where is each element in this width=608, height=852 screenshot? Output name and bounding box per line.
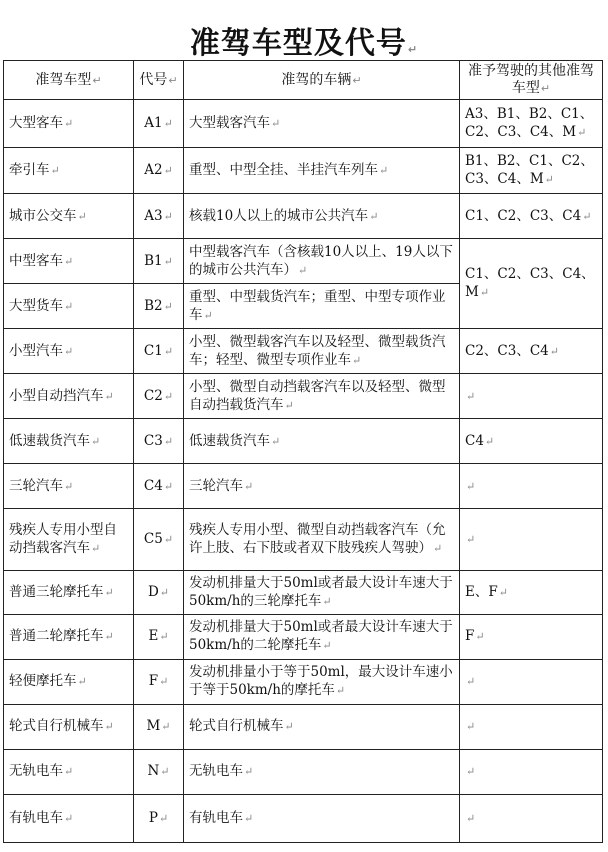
type-cell: 牵引车↵ bbox=[4, 148, 134, 194]
code-cell: N↵ bbox=[134, 749, 184, 794]
type-cell: 普通二轮摩托车↵ bbox=[4, 614, 134, 659]
type-cell: 低速载货汽车↵ bbox=[4, 419, 134, 464]
type-cell: 无轨电车↵ bbox=[4, 749, 134, 794]
permitted-cell: C4↵ bbox=[460, 419, 603, 464]
header-code: 代号↵ bbox=[134, 61, 184, 100]
table-row bbox=[4, 148, 603, 194]
code-cell: A2↵ bbox=[134, 148, 184, 194]
vehicle-cell: 重型、中型载货汽车；重型、中型专项作业车↵ bbox=[184, 284, 460, 329]
table-row bbox=[4, 464, 603, 509]
permitted-cell: C1、C2、C3、C4↵ bbox=[460, 194, 603, 239]
type-cell: 轻便摩托车↵ bbox=[4, 659, 134, 704]
vehicle-cell: 发动机排量小于等于50ml，最大设计车速小于等于50km/h的摩托车↵ bbox=[184, 659, 460, 704]
vehicle-cell: 低速载货汽车↵ bbox=[184, 419, 460, 464]
table-header-row bbox=[4, 61, 603, 100]
type-cell: 有轨电车↵ bbox=[4, 794, 134, 842]
permitted-cell: ↵ bbox=[460, 464, 603, 509]
type-cell: 城市公交车↵ bbox=[4, 194, 134, 239]
type-cell: 大型客车↵ bbox=[4, 100, 134, 148]
type-cell: 小型自动挡汽车↵ bbox=[4, 374, 134, 419]
license-type-table bbox=[3, 60, 603, 843]
code-cell: C3↵ bbox=[134, 419, 184, 464]
vehicle-cell: 小型、微型载客汽车以及轻型、微型载货汽车；轻型、微型专项作业车↵ bbox=[184, 329, 460, 374]
permitted-cell: B1、B2、C1、C2、C3、C4、M↵ bbox=[460, 148, 603, 194]
permitted-cell: ↵ bbox=[460, 794, 603, 842]
code-cell: E↵ bbox=[134, 614, 184, 659]
type-cell: 小型汽车↵ bbox=[4, 329, 134, 374]
page-title bbox=[0, 18, 608, 62]
code-cell: P↵ bbox=[134, 794, 184, 842]
permitted-cell: F↵ bbox=[460, 614, 603, 659]
table-row bbox=[4, 374, 603, 419]
table-row bbox=[4, 194, 603, 239]
type-cell: 中型客车↵ bbox=[4, 239, 134, 284]
table-row bbox=[4, 100, 603, 148]
type-cell: 三轮汽车↵ bbox=[4, 464, 134, 509]
vehicle-cell: 有轨电车↵ bbox=[184, 794, 460, 842]
permitted-cell: C2、C3、C4↵ bbox=[460, 329, 603, 374]
type-cell: 轮式自行机械车↵ bbox=[4, 704, 134, 749]
header-permitted: 准予驾驶的其他准驾车型↵ bbox=[460, 61, 603, 100]
vehicle-cell: 三轮汽车↵ bbox=[184, 464, 460, 509]
type-cell: 大型货车↵ bbox=[4, 284, 134, 329]
table-row bbox=[4, 749, 603, 794]
code-cell: A3↵ bbox=[134, 194, 184, 239]
paragraph-mark-icon: ↵ bbox=[407, 43, 419, 56]
vehicle-cell: 轮式自行机械车↵ bbox=[184, 704, 460, 749]
vehicle-cell: 残疾人专用小型、微型自动挡载客汽车（允许上肢、右下肢或者双下肢残疾人驾驶）↵ bbox=[184, 509, 460, 570]
vehicle-cell: 发动机排量大于50ml或者最大设计车速大于50km/h的三轮摩托车↵ bbox=[184, 570, 460, 614]
code-cell: A1↵ bbox=[134, 100, 184, 148]
permitted-cell: C1、C2、C3、C4、M↵ bbox=[460, 239, 603, 329]
code-cell: C4↵ bbox=[134, 464, 184, 509]
vehicle-cell: 核载10人以上的城市公共汽车↵ bbox=[184, 194, 460, 239]
code-cell: B1↵ bbox=[134, 239, 184, 284]
code-cell: C1↵ bbox=[134, 329, 184, 374]
code-cell: F↵ bbox=[134, 659, 184, 704]
table-row bbox=[4, 509, 603, 570]
permitted-cell: ↵ bbox=[460, 659, 603, 704]
type-cell: 普通三轮摩托车↵ bbox=[4, 570, 134, 614]
vehicle-cell: 重型、中型全挂、半挂汽车列车↵ bbox=[184, 148, 460, 194]
table-row bbox=[4, 419, 603, 464]
permitted-cell: A3、B1、B2、C1、C2、C3、C4、M↵ bbox=[460, 100, 603, 148]
code-cell: M↵ bbox=[134, 704, 184, 749]
header-vehicle: 准驾的车辆↵ bbox=[184, 61, 460, 100]
header-type: 准驾车型↵ bbox=[4, 61, 134, 100]
code-cell: C5↵ bbox=[134, 509, 184, 570]
table-row bbox=[4, 614, 603, 659]
table-row bbox=[4, 704, 603, 749]
type-cell: 残疾人专用小型自动挡载客汽车↵ bbox=[4, 509, 134, 570]
permitted-cell: ↵ bbox=[460, 374, 603, 419]
code-cell: D↵ bbox=[134, 570, 184, 614]
vehicle-cell: 无轨电车↵ bbox=[184, 749, 460, 794]
table-row bbox=[4, 659, 603, 704]
vehicle-cell: 小型、微型自动挡载客汽车以及轻型、微型自动挡载货汽车↵ bbox=[184, 374, 460, 419]
code-cell: B2↵ bbox=[134, 284, 184, 329]
page-title-text: 准驾车型及代号 bbox=[189, 26, 407, 61]
permitted-cell: ↵ bbox=[460, 509, 603, 570]
permitted-cell: ↵ bbox=[460, 749, 603, 794]
code-cell: C2↵ bbox=[134, 374, 184, 419]
permitted-cell: ↵ bbox=[460, 704, 603, 749]
table-row bbox=[4, 794, 603, 842]
vehicle-cell: 大型载客汽车↵ bbox=[184, 100, 460, 148]
vehicle-cell: 中型载客汽车（含核载10人以上、19人以下的城市公共汽车）↵ bbox=[184, 239, 460, 284]
vehicle-cell: 发动机排量大于50ml或者最大设计车速大于50km/h的二轮摩托车↵ bbox=[184, 614, 460, 659]
table-row bbox=[4, 329, 603, 374]
table-row bbox=[4, 239, 603, 284]
permitted-cell: E、F↵ bbox=[460, 570, 603, 614]
table-row bbox=[4, 570, 603, 614]
